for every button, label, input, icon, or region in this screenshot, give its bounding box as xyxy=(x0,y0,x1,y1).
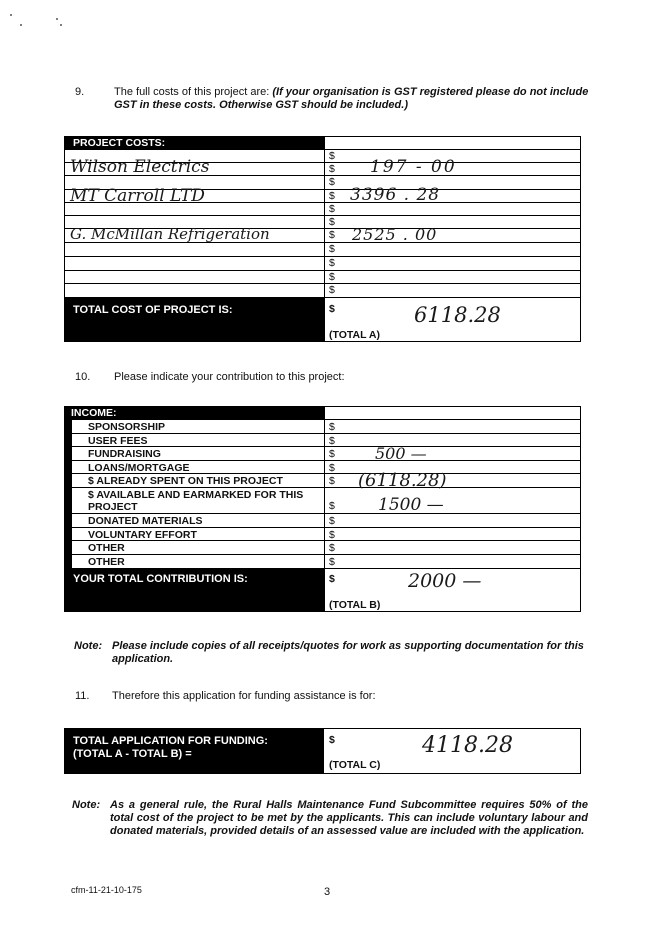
q11-text: Therefore this application for funding assistance is for: xyxy=(112,690,376,702)
dollar-sign: $ xyxy=(329,421,335,433)
dollar-sign: $ xyxy=(329,176,335,188)
row-line xyxy=(65,270,580,271)
dollar-sign: $ xyxy=(329,284,335,296)
dollar-sign: $ xyxy=(329,190,335,202)
dollar-sign: $ xyxy=(329,475,335,487)
application-label-2: (TOTAL A - TOTAL B) = xyxy=(73,748,192,760)
cost-item-amount: 197 - 00 xyxy=(370,157,457,177)
total-cost-dollar: $ xyxy=(329,303,335,315)
row-line xyxy=(72,554,580,555)
note1-label: Note: xyxy=(74,640,103,652)
scan-speck xyxy=(10,14,12,16)
already-spent-amount: (6118.28) xyxy=(358,470,447,491)
row-line xyxy=(72,433,580,434)
dollar-sign: $ xyxy=(329,435,335,447)
income-label: LOANS/MORTGAGE xyxy=(88,462,190,474)
income-label: OTHER xyxy=(88,542,125,554)
project-costs-divider xyxy=(324,137,325,341)
income-label: SPONSORSHIP xyxy=(88,421,166,433)
row-line xyxy=(72,527,580,528)
income-label: $ AVAILABLE AND EARMARKED FOR THIS PROJECT xyxy=(88,489,304,513)
cost-item-name: MT Carroll LTD xyxy=(70,186,205,206)
income-label: VOLUNTARY EFFORT xyxy=(88,529,197,541)
row-line xyxy=(65,283,580,284)
income-divider xyxy=(324,407,325,611)
application-value: 4118.28 xyxy=(422,733,513,758)
row-line xyxy=(72,487,580,488)
total-b-tag: (TOTAL B) xyxy=(329,599,381,611)
total-a-tag: (TOTAL A) xyxy=(329,329,380,341)
dollar-sign: $ xyxy=(329,271,335,283)
dollar-sign: $ xyxy=(329,150,335,162)
row-line xyxy=(72,446,580,447)
dollar-sign: $ xyxy=(329,203,335,215)
dollar-sign: $ xyxy=(329,556,335,568)
scan-speck xyxy=(60,24,62,26)
income-strip xyxy=(65,419,72,568)
total-contribution-label: YOUR TOTAL CONTRIBUTION IS: xyxy=(73,573,248,585)
dollar-sign: $ xyxy=(329,542,335,554)
income-label: DONATED MATERIALS xyxy=(88,515,203,527)
q9-question xyxy=(114,86,594,112)
cost-item-amount: 3396 . 28 xyxy=(350,185,441,205)
footer-code: cfm-11-21-10-175 xyxy=(71,885,142,895)
row-line xyxy=(65,215,580,216)
dollar-sign: $ xyxy=(329,229,335,241)
q9-number: 9. xyxy=(75,86,85,98)
cost-item-name: Wilson Electrics xyxy=(70,157,210,177)
note2-label: Note: xyxy=(72,799,101,811)
total-contribution-dollar: $ xyxy=(329,573,335,585)
project-costs-header: PROJECT COSTS: xyxy=(65,137,324,149)
application-divider xyxy=(323,729,324,773)
dollar-sign: $ xyxy=(329,515,335,527)
total-cost-block xyxy=(65,298,324,341)
total-cost-label: TOTAL COST OF PROJECT IS: xyxy=(73,304,233,316)
q9-text: The full costs of this project are: xyxy=(114,86,270,98)
row-line xyxy=(65,149,580,150)
total-contribution-block xyxy=(65,568,324,611)
earmarked-amount: 1500 — xyxy=(378,495,444,515)
application-label-block xyxy=(65,729,323,773)
dollar-sign: $ xyxy=(329,529,335,541)
dollar-sign: $ xyxy=(329,257,335,269)
application-dollar: $ xyxy=(329,734,335,746)
row-line xyxy=(72,460,580,461)
note1-text: Please include copies of all receipts/quotes for work as supporting documentation for this application. xyxy=(112,640,584,665)
q11-number: 11. xyxy=(75,690,90,702)
dollar-sign: $ xyxy=(329,163,335,175)
application-label-1: TOTAL APPLICATION FOR FUNDING: xyxy=(73,735,268,747)
dollar-sign: $ xyxy=(329,243,335,255)
total-c-tag: (TOTAL C) xyxy=(329,759,381,771)
q10-text: Please indicate your contribution to this project: xyxy=(114,371,345,383)
dollar-sign: $ xyxy=(329,216,335,228)
q9-gst-note: (If your organisation is GST registered please do not include GST in these costs. Otherwise GST should be included.) xyxy=(114,86,589,111)
income-header: INCOME: xyxy=(65,407,324,419)
income-label: FUNDRAISING xyxy=(88,448,161,460)
dollar-sign: $ xyxy=(329,462,335,474)
scan-speck xyxy=(20,24,22,26)
scan-speck xyxy=(56,18,58,20)
note2-text: As a general rule, the Rural Halls Maintenance Fund Subcommittee requires 50% of the total cost of the project to be met by the applicants. This can include voluntary labour and donated materials, provided details of an assessed value are included with the application. xyxy=(110,799,588,837)
total-contribution-value: 2000 — xyxy=(408,570,482,592)
row-line xyxy=(65,419,580,420)
q10-number: 10. xyxy=(75,371,91,383)
total-cost-value: 6118.28 xyxy=(414,303,501,327)
cost-item-name: G. McMillan Refrigeration xyxy=(70,225,270,243)
income-label: $ ALREADY SPENT ON THIS PROJECT xyxy=(88,475,283,487)
dollar-sign: $ xyxy=(329,500,335,512)
row-line xyxy=(65,256,580,257)
income-label: OTHER xyxy=(88,556,125,568)
dollar-sign: $ xyxy=(329,448,335,460)
cost-item-amount: 2525 . 00 xyxy=(352,225,438,244)
page-number: 3 xyxy=(324,886,331,898)
row-line xyxy=(72,513,580,514)
fundraising-amount: 500 — xyxy=(375,444,427,463)
income-label: USER FEES xyxy=(88,435,148,447)
